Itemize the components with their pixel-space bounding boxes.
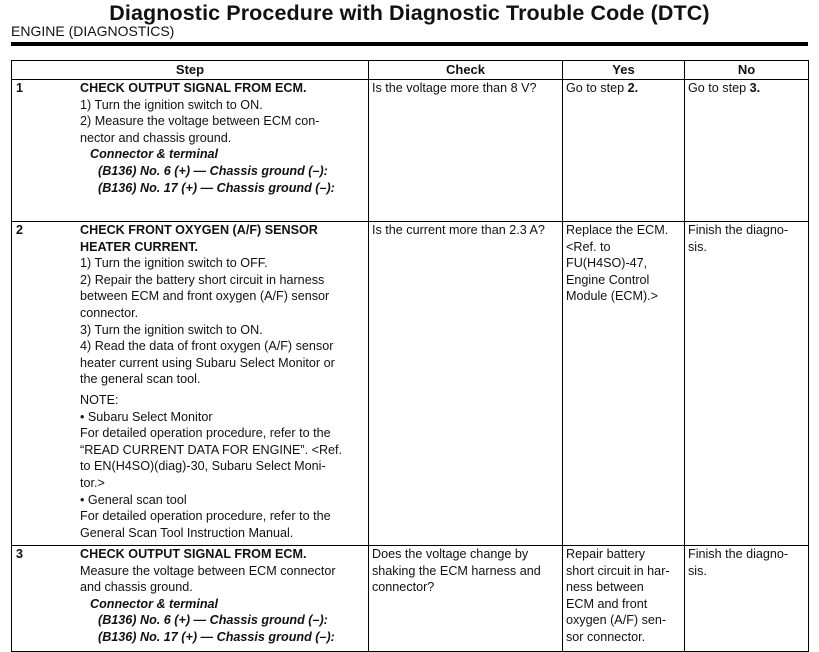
table-row: [12, 80, 809, 222]
yes-cell: Replace the ECM. <Ref. to FU(H4SO)-47, Engine Control Module (ECM).>: [563, 222, 685, 546]
page-title: Diagnostic Procedure with Diagnostic Trouble Code (DTC): [109, 1, 710, 25]
yes-cell: Repair battery short circuit in har- ness between ECM and front oxygen (A/F) sen- sor connector.: [563, 546, 685, 652]
table-row: [12, 222, 809, 546]
table-row: [12, 546, 809, 652]
column-header-step: Step: [12, 61, 369, 80]
step-line: 4) Read the data of front oxygen (A/F) sensor: [80, 339, 334, 354]
terminal-line: (B136) No. 6 (+) — Chassis ground (–):: [98, 613, 328, 628]
connector-label: Connector & terminal: [90, 147, 219, 162]
step-cell: [12, 80, 369, 222]
step-line: connector.: [80, 305, 139, 320]
step-line: heater current using Subaru Select Monitor or: [80, 355, 335, 370]
check-cell: Does the voltage change by shaking the ECM harness and connector?: [369, 546, 563, 652]
column-header-no: No: [685, 61, 809, 80]
step-line: 3) Turn the ignition switch to ON.: [80, 322, 263, 337]
step-number: 3: [16, 547, 24, 561]
step-number: 2: [16, 223, 24, 237]
terminal-line: (B136) No. 6 (+) — Chassis ground (–):: [98, 163, 328, 178]
table-header-row: [12, 61, 809, 80]
step-line: 1) Turn the ignition switch to ON.: [80, 97, 263, 112]
yes-cell: Go to step 2.: [563, 80, 685, 222]
note-line: “READ CURRENT DATA FOR ENGINE”. <Ref.: [80, 442, 343, 457]
step-heading: CHECK OUTPUT SIGNAL FROM ECM.: [80, 547, 307, 561]
note-line: NOTE:: [80, 392, 119, 407]
no-cell: Finish the diagno- sis.: [685, 222, 809, 546]
step-heading: CHECK OUTPUT SIGNAL FROM ECM.: [80, 81, 307, 95]
step-line: between ECM and front oxygen (A/F) sensor: [80, 289, 330, 304]
note-line: • General scan tool: [80, 492, 187, 507]
column-header-yes: Yes: [563, 61, 685, 80]
note-block: [16, 392, 366, 541]
column-header-check: Check: [369, 61, 563, 80]
step-cell: [12, 222, 369, 546]
step-line: the general scan tool.: [80, 372, 201, 387]
note-line: General Scan Tool Instruction Manual.: [80, 525, 294, 540]
step-line: Measure the voltage between ECM connector: [80, 563, 336, 578]
note-line: For detailed operation procedure, refer to the: [80, 426, 331, 441]
diagnostic-table: [11, 60, 809, 652]
note-line: For detailed operation procedure, refer to the: [80, 509, 331, 524]
header-rule: [11, 42, 808, 46]
step-cell: [12, 546, 369, 652]
check-cell: Is the current more than 2.3 A?: [369, 222, 563, 546]
connector-label: Connector & terminal: [90, 596, 219, 611]
step-line: 1) Turn the ignition switch to OFF.: [80, 256, 268, 271]
no-cell: Finish the diagno- sis.: [685, 546, 809, 652]
note-line: • Subaru Select Monitor: [80, 409, 213, 424]
step-heading: CHECK FRONT OXYGEN (A/F) SENSOR: [80, 223, 318, 237]
check-cell: Is the voltage more than 8 V?: [369, 80, 563, 222]
step-line: 2) Repair the battery short circuit in harness: [80, 272, 325, 287]
step-line: and chassis ground.: [80, 580, 193, 595]
note-line: to EN(H4SO)(diag)-30, Subaru Select Moni-: [80, 459, 326, 474]
section-label: ENGINE (DIAGNOSTICS): [11, 23, 175, 39]
step-number: 1: [16, 81, 24, 95]
terminal-line: (B136) No. 17 (+) — Chassis ground (–):: [98, 629, 335, 644]
step-line: 2) Measure the voltage between ECM con-: [80, 114, 320, 129]
note-line: tor.>: [80, 475, 105, 490]
terminal-line: (B136) No. 17 (+) — Chassis ground (–):: [98, 180, 335, 195]
no-cell: Go to step 3.: [685, 80, 809, 222]
step-line: nector and chassis ground.: [80, 130, 232, 145]
step-heading: HEATER CURRENT.: [80, 239, 199, 254]
